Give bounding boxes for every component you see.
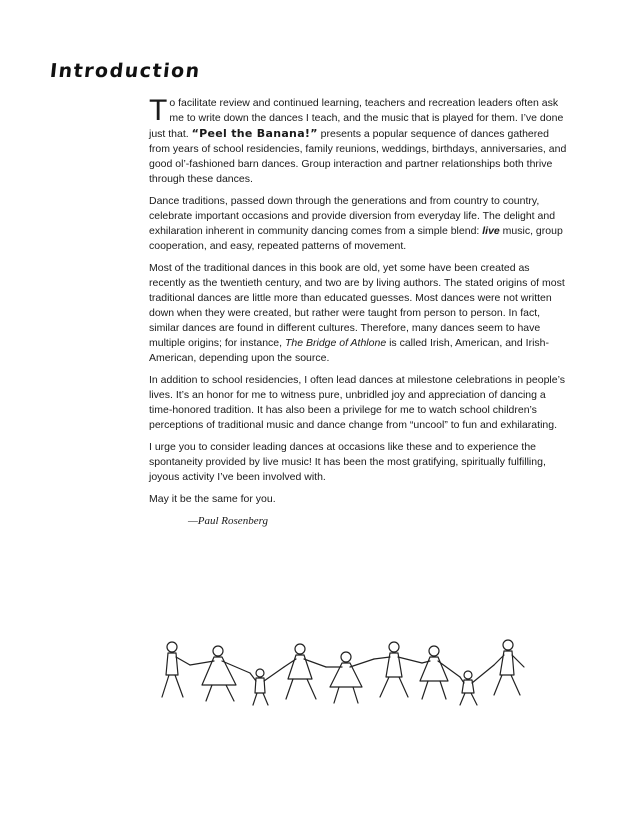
dance-title: The Bridge of Athlone	[284, 337, 387, 349]
paragraph-1	[149, 96, 567, 187]
paragraph-1-text-a: o facilitate review and continued learning, teachers and recreation leaders often ask me to write down the dances I teach, and the music that is played for them. I’ve done just that.	[149, 97, 564, 140]
paragraph-1-text-b: presents a popular sequence of dances gathered from years of school residencies, family reunions, weddings, birthdays, anniversaries, and good ol’-fashioned barn dances. Group interaction and partner relationships both thrive through these dances.	[149, 128, 567, 185]
paragraph-5: I urge you to consider leading dances at occasions like these and to experience the spontaneity provided by live music! It has been the most gratifying, spiritually fulfilling, joyous activity I’ve been involved with.	[149, 441, 546, 483]
page-title: Introduction	[48, 60, 202, 82]
drop-cap: T	[149, 94, 168, 127]
dancers-illustration	[150, 637, 530, 709]
paragraph-6: May it be the same for you.	[149, 493, 276, 505]
paragraph-4: In addition to school residencies, I often lead dances at milestone celebrations in people’s lives. It’s an honor for me to witness pure, unbridled joy and appreciation of dancing a time-honored tradition. It has also been a privilege for me to watch school children’s perceptions of traditional music and dance change from “uncool” to fun and exhilarating.	[149, 374, 565, 431]
book-title: “Peel the Banana!”	[191, 127, 318, 140]
paragraph-3-text-b: is called Irish, American, and Irish-American, depending upon the source.	[149, 337, 549, 364]
paragraph-2-text-a: Dance traditions, passed down through the generations and from country to country, celebrate important occasions and provide diversion from everyday life. The delight and exhilaration inherent in community dancing comes from a simple blend:	[149, 195, 556, 237]
signature: —Paul Rosenberg	[188, 515, 268, 527]
introduction-body	[149, 96, 567, 529]
paragraph-3	[149, 261, 567, 366]
paragraph-2-text-b: music, group cooperation, and easy, repeated patterns of movement.	[149, 225, 563, 252]
paragraph-3-text-a: Most of the traditional dances in this book are old, yet some have been created as recently as the twentieth century, and two are by living authors. The stated origins of most traditional dances are little more than educated guesses. Most dances were not written down when they were created, but rather were taught from person to person. In fact, similar dances are found in different cultures. Therefore, many dances seem to have multiple origins; for instance,	[149, 262, 565, 349]
live-emphasis: live	[482, 225, 500, 237]
paragraph-2	[149, 194, 567, 254]
